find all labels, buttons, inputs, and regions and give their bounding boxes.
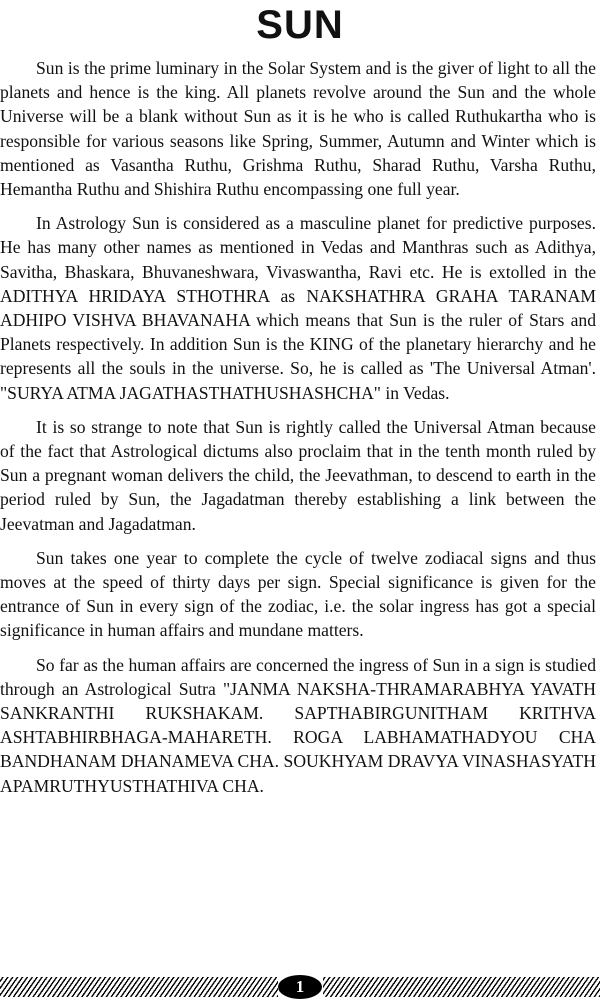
page-title: SUN (256, 3, 344, 47)
paragraph-2: In Astrology Sun is considered as a masculine planet for predictive purposes. He has many other names as mentioned in Vedas and Manthras such as Adithya, Savitha, Bhaskara, Bhuvaneshwara, Vivaswantha, Ravi etc. He is extolled in the ADITHYA HRIDAYA STHOTHRA as NAKSHATHRA GRAHA TARANAM ADHIPO VISHVA BHAVANAHA which means that Sun is the ruler of Stars and Planets respectively. In addition Sun is the KING of the planetary hierarchy and he represents all the souls in the universe. So, he is called as 'The Universal Atman'. "SURYA ATMA JAGATHASTHATHUSHASHCHA" in Vedas. (0, 213, 596, 403)
paragraph-4: Sun takes one year to complete the cycle of twelve zodiacal signs and thus moves at the speed of thirty days per sign. Special significance is given for the entrance of Sun in every sign of the zodiac, i.e. the solar ingress has got a special significance in human affairs and mundane matters. (0, 547, 596, 641)
paragraph-5: So far as the human affairs are concerned the ingress of Sun in a sign is studied through an Astrological Sutra "JANMA NAKSHA-THRAMARABHYA YAVATH SANKRANTHI RUKSHAKAM. SAPTHABIRGUNITHAM KRITHVA ASHTABHIRBHAGA-MAHARETH. ROGA LABHAMATHADYOU CHA BANDHANAM DHANAMEVA CHA. SOUKHYAM DRAVYA VINASHASYATH APAMRUTHYUSTHATHIVA CHA. (0, 654, 596, 796)
paragraph-1: Sun is the prime luminary in the Solar System and is the giver of light to all the planets and hence is the king. All planets revolve around the Sun and the whole Universe will be a blank without Sun as it is he who is called Ruthukartha who is responsible for various seasons like Spring, Summer, Autumn and Winter which is mentioned as Vasantha Ruthu, Grishma Ruthu, Sharad Ruthu, Varsha Ruthu, Hemantha Ruthu and Shishira Ruthu encompassing one full year. (0, 58, 596, 200)
footer-hatch-right (323, 977, 600, 997)
page-footer (0, 975, 600, 999)
paragraph-3: It is so strange to note that Sun is rightly called the Universal Atman because of the fact that Astrological dictums also proclaim that in the tenth month ruled by Sun a pregnant woman delivers the child, the Jeevathman, to descend to earth in the period ruled by Sun, the Jagadatman thereby establishing a link between the Jeevatman and Jagadatman. (0, 416, 596, 534)
page-number-badge: 1 (278, 975, 322, 999)
footer-hatch-left (0, 977, 278, 997)
body-text (0, 56, 596, 808)
